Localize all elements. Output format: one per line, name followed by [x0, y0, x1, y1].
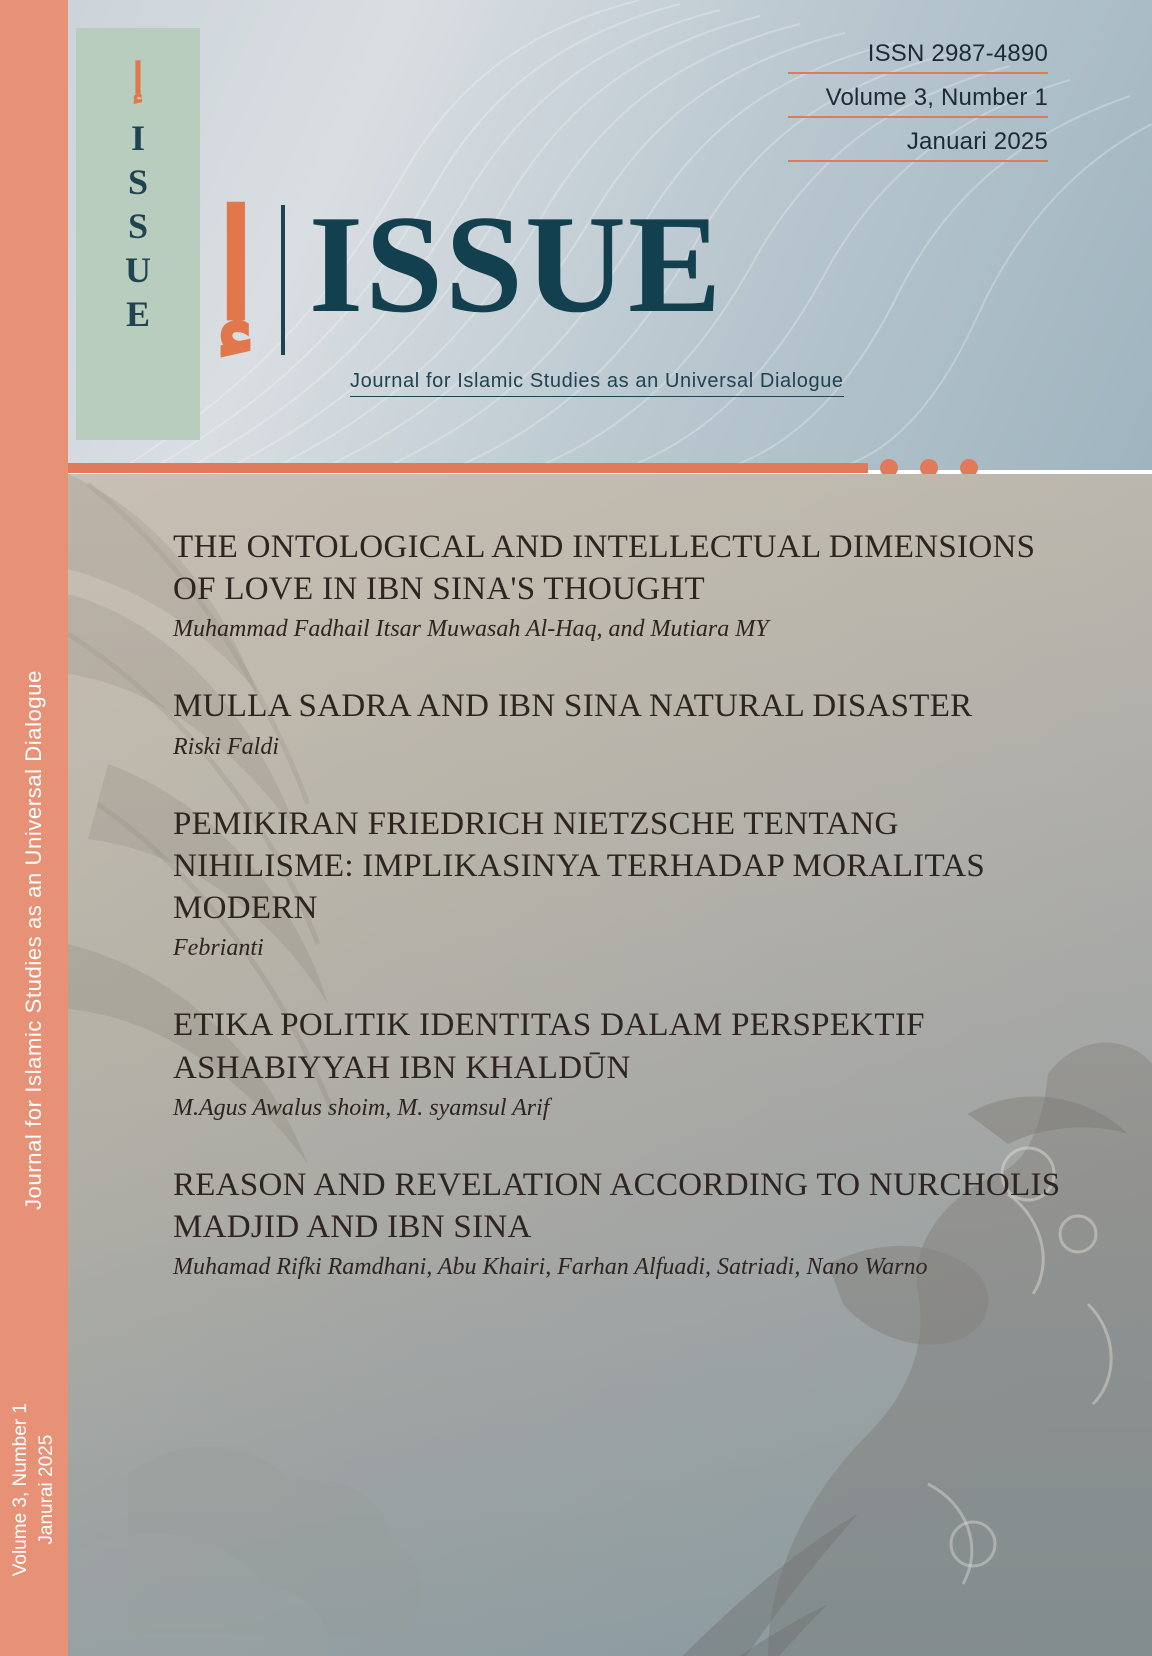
spine-volume-text: Volume 3, Number 1 — [10, 1403, 32, 1577]
article-title: PEMIKIRAN FRIEDRICH NIETZSCHE TENTANG NIHILISME: IMPLIKASINYA TERHADAP MORALITAS MODERN — [173, 805, 986, 927]
article-authors: Riski Faldi — [173, 733, 279, 760]
article-title: REASON AND REVELATION ACCORDING TO NURCHOLIS MADJID AND IBN SINA — [173, 1166, 1061, 1246]
article-title: ETIKA POLITIK IDENTITAS DALAM PERSPEKTIF ASHABIYYAH IBN KHALDŪN — [173, 1007, 925, 1086]
volume-number: Volume 3, Number 1 — [788, 84, 1048, 118]
spine-date-text: Janurai 2025 — [36, 1435, 58, 1545]
cover-header — [0, 0, 1152, 470]
article-title: THE ONTOLOGICAL AND INTELLECTUAL DIMENSIONS OF LOVE IN IBN SINA'S THOUGHT — [173, 529, 1036, 608]
article-authors: Muhammad Fadhail Itsar Muwasah Al-Haq, and Mutiara MY — [173, 616, 769, 643]
article-title: MULLA SADRA AND IBN SINA NATURAL DISASTER — [173, 688, 973, 725]
issn-block — [788, 40, 1048, 162]
spine-issue-info — [0, 1340, 68, 1640]
issn-number: ISSN 2987-4890 — [788, 40, 1048, 74]
wordmark-text: ISSUE — [308, 187, 724, 342]
journal-tagline: Journal for Islamic Studies as an Universal Dialogue — [350, 370, 844, 397]
issue-date: Januari 2025 — [788, 128, 1048, 162]
journal-logo-panel — [76, 28, 200, 440]
arabic-alif-mark: ﺇ — [132, 54, 144, 103]
cover-main-panel — [68, 474, 1152, 1656]
toc-entry — [173, 1164, 1073, 1281]
toc-entry — [173, 1004, 1073, 1121]
article-authors: M.Agus Awalus shoim, M. syamsul Arif — [173, 1094, 550, 1121]
header-divider-bar — [68, 463, 868, 473]
vertical-journal-name: ISSUE — [118, 118, 158, 338]
article-authors: Febrianti — [173, 935, 264, 962]
toc-entry — [173, 803, 1073, 963]
article-authors: Muhamad Rifki Ramdhani, Abu Khairi, Farhan Alfuadi, Satriadi, Nano Warno — [173, 1254, 928, 1281]
spine-tagline-text: Journal for Islamic Studies as an Universal Dialogue — [21, 670, 47, 1210]
toc-entry — [173, 526, 1073, 643]
wordmark-divider-rule — [281, 205, 285, 355]
journal-wordmark — [215, 178, 724, 355]
spine-tagline — [0, 500, 68, 1380]
alif-logo-icon: ﺇ — [215, 178, 257, 354]
toc-entry — [173, 685, 1073, 760]
table-of-contents — [173, 526, 1073, 1323]
